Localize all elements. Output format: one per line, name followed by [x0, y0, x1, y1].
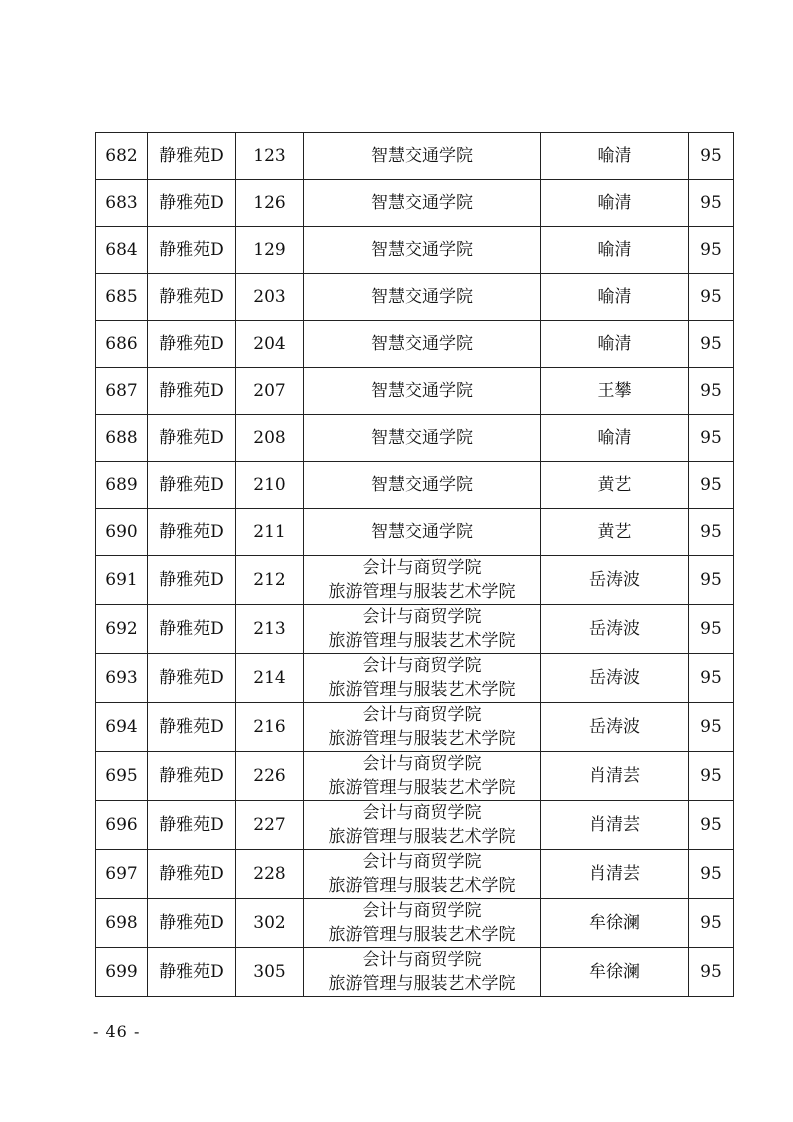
table-row — [96, 703, 734, 752]
college-name: 会计与商贸学院 — [362, 607, 482, 627]
room-number-cell: 212 — [236, 556, 304, 605]
row-number-cell: 689 — [96, 462, 148, 509]
college-name: 旅游管理与服装艺术学院 — [328, 876, 516, 896]
row-number-cell: 694 — [96, 703, 148, 752]
score-cell: 95 — [689, 948, 734, 997]
college-name: 会计与商贸学院 — [362, 803, 482, 823]
row-number-cell: 699 — [96, 948, 148, 997]
college-name: 旅游管理与服装艺术学院 — [328, 631, 516, 651]
score-cell: 95 — [689, 654, 734, 703]
college-cell — [304, 948, 541, 997]
score-cell: 95 — [689, 850, 734, 899]
college-name: 旅游管理与服装艺术学院 — [328, 729, 516, 749]
building-cell: 静雅苑D — [148, 415, 236, 462]
room-number-cell: 210 — [236, 462, 304, 509]
inspector-cell: 牟徐澜 — [541, 899, 689, 948]
room-number-cell: 204 — [236, 321, 304, 368]
room-number-cell: 302 — [236, 899, 304, 948]
college-name: 智慧交通学院 — [371, 287, 473, 307]
building-cell: 静雅苑D — [148, 556, 236, 605]
row-number-cell: 690 — [96, 509, 148, 556]
college-name: 会计与商贸学院 — [362, 950, 482, 970]
college-name: 智慧交通学院 — [371, 240, 473, 260]
row-number-cell: 684 — [96, 227, 148, 274]
row-number-cell: 687 — [96, 368, 148, 415]
building-cell: 静雅苑D — [148, 368, 236, 415]
building-cell: 静雅苑D — [148, 654, 236, 703]
college-cell — [304, 654, 541, 703]
college-name: 会计与商贸学院 — [362, 656, 482, 676]
score-cell: 95 — [689, 462, 734, 509]
inspector-cell: 岳涛波 — [541, 703, 689, 752]
row-number-cell: 688 — [96, 415, 148, 462]
college-cell — [304, 605, 541, 654]
college-name: 会计与商贸学院 — [362, 558, 482, 578]
inspector-cell: 王攀 — [541, 368, 689, 415]
row-number-cell: 685 — [96, 274, 148, 321]
room-number-cell: 126 — [236, 180, 304, 227]
college-cell — [304, 133, 541, 180]
inspector-cell: 喻清 — [541, 133, 689, 180]
college-name: 旅游管理与服装艺术学院 — [328, 974, 516, 994]
college-name: 智慧交通学院 — [371, 146, 473, 166]
college-cell — [304, 274, 541, 321]
table-row — [96, 654, 734, 703]
college-cell — [304, 899, 541, 948]
score-cell: 95 — [689, 509, 734, 556]
row-number-cell: 696 — [96, 801, 148, 850]
row-number-cell: 697 — [96, 850, 148, 899]
college-cell — [304, 462, 541, 509]
room-number-cell: 228 — [236, 850, 304, 899]
building-cell: 静雅苑D — [148, 133, 236, 180]
college-name: 智慧交通学院 — [371, 193, 473, 213]
room-number-cell: 227 — [236, 801, 304, 850]
college-cell — [304, 321, 541, 368]
room-number-cell: 208 — [236, 415, 304, 462]
building-cell: 静雅苑D — [148, 462, 236, 509]
table-row — [96, 274, 734, 321]
college-name: 智慧交通学院 — [371, 475, 473, 495]
table-row — [96, 227, 734, 274]
room-number-cell: 211 — [236, 509, 304, 556]
college-name: 旅游管理与服装艺术学院 — [328, 582, 516, 602]
score-cell: 95 — [689, 368, 734, 415]
college-cell — [304, 752, 541, 801]
table-row — [96, 509, 734, 556]
inspector-cell: 肖清芸 — [541, 850, 689, 899]
inspector-cell: 喻清 — [541, 415, 689, 462]
building-cell: 静雅苑D — [148, 274, 236, 321]
row-number-cell: 692 — [96, 605, 148, 654]
inspector-cell: 喻清 — [541, 180, 689, 227]
inspector-cell: 岳涛波 — [541, 654, 689, 703]
college-cell — [304, 801, 541, 850]
building-cell: 静雅苑D — [148, 227, 236, 274]
table-body — [96, 133, 734, 997]
building-cell: 静雅苑D — [148, 703, 236, 752]
building-cell: 静雅苑D — [148, 801, 236, 850]
table-row — [96, 752, 734, 801]
college-cell — [304, 415, 541, 462]
table-row — [96, 462, 734, 509]
table-row — [96, 801, 734, 850]
room-number-cell: 226 — [236, 752, 304, 801]
inspector-cell: 黄艺 — [541, 509, 689, 556]
inspector-cell: 喻清 — [541, 227, 689, 274]
table-row — [96, 850, 734, 899]
college-name: 智慧交通学院 — [371, 334, 473, 354]
college-name: 会计与商贸学院 — [362, 754, 482, 774]
inspector-cell: 岳涛波 — [541, 556, 689, 605]
room-number-cell: 305 — [236, 948, 304, 997]
row-number-cell: 691 — [96, 556, 148, 605]
college-cell — [304, 703, 541, 752]
table-row — [96, 415, 734, 462]
inspector-cell: 喻清 — [541, 274, 689, 321]
row-number-cell: 698 — [96, 899, 148, 948]
table-row — [96, 368, 734, 415]
college-name: 智慧交通学院 — [371, 522, 473, 542]
college-cell — [304, 850, 541, 899]
inspector-cell: 肖清芸 — [541, 801, 689, 850]
score-cell: 95 — [689, 274, 734, 321]
college-name: 智慧交通学院 — [371, 428, 473, 448]
inspector-cell: 岳涛波 — [541, 605, 689, 654]
score-cell: 95 — [689, 321, 734, 368]
row-number-cell: 695 — [96, 752, 148, 801]
college-name: 智慧交通学院 — [371, 381, 473, 401]
table-row — [96, 133, 734, 180]
inspector-cell: 黄艺 — [541, 462, 689, 509]
college-name: 会计与商贸学院 — [362, 852, 482, 872]
row-number-cell: 682 — [96, 133, 148, 180]
room-number-cell: 214 — [236, 654, 304, 703]
score-cell: 95 — [689, 180, 734, 227]
table-row — [96, 605, 734, 654]
room-number-cell: 207 — [236, 368, 304, 415]
college-cell — [304, 556, 541, 605]
college-cell — [304, 227, 541, 274]
table-row — [96, 556, 734, 605]
table-row — [96, 180, 734, 227]
building-cell: 静雅苑D — [148, 899, 236, 948]
college-name: 旅游管理与服装艺术学院 — [328, 827, 516, 847]
score-cell: 95 — [689, 605, 734, 654]
row-number-cell: 683 — [96, 180, 148, 227]
college-name: 会计与商贸学院 — [362, 705, 482, 725]
room-number-cell: 123 — [236, 133, 304, 180]
score-cell: 95 — [689, 752, 734, 801]
college-name: 旅游管理与服装艺术学院 — [328, 925, 516, 945]
score-cell: 95 — [689, 899, 734, 948]
room-number-cell: 203 — [236, 274, 304, 321]
inspector-cell: 牟徐澜 — [541, 948, 689, 997]
score-cell: 95 — [689, 133, 734, 180]
college-name: 旅游管理与服装艺术学院 — [328, 778, 516, 798]
room-number-cell: 129 — [236, 227, 304, 274]
row-number-cell: 693 — [96, 654, 148, 703]
table-row — [96, 948, 734, 997]
room-number-cell: 216 — [236, 703, 304, 752]
score-cell: 95 — [689, 703, 734, 752]
building-cell: 静雅苑D — [148, 509, 236, 556]
room-number-cell: 213 — [236, 605, 304, 654]
inspector-cell: 喻清 — [541, 321, 689, 368]
row-number-cell: 686 — [96, 321, 148, 368]
college-cell — [304, 180, 541, 227]
table-row — [96, 321, 734, 368]
building-cell: 静雅苑D — [148, 948, 236, 997]
college-name: 会计与商贸学院 — [362, 901, 482, 921]
score-cell: 95 — [689, 801, 734, 850]
college-cell — [304, 509, 541, 556]
page-number: - 46 - — [93, 1022, 141, 1041]
dormitory-score-table — [95, 132, 734, 997]
building-cell: 静雅苑D — [148, 605, 236, 654]
building-cell: 静雅苑D — [148, 752, 236, 801]
building-cell: 静雅苑D — [148, 321, 236, 368]
score-cell: 95 — [689, 415, 734, 462]
score-cell: 95 — [689, 556, 734, 605]
college-name: 旅游管理与服装艺术学院 — [328, 680, 516, 700]
inspector-cell: 肖清芸 — [541, 752, 689, 801]
table-row — [96, 899, 734, 948]
score-cell: 95 — [689, 227, 734, 274]
building-cell: 静雅苑D — [148, 850, 236, 899]
building-cell: 静雅苑D — [148, 180, 236, 227]
college-cell — [304, 368, 541, 415]
